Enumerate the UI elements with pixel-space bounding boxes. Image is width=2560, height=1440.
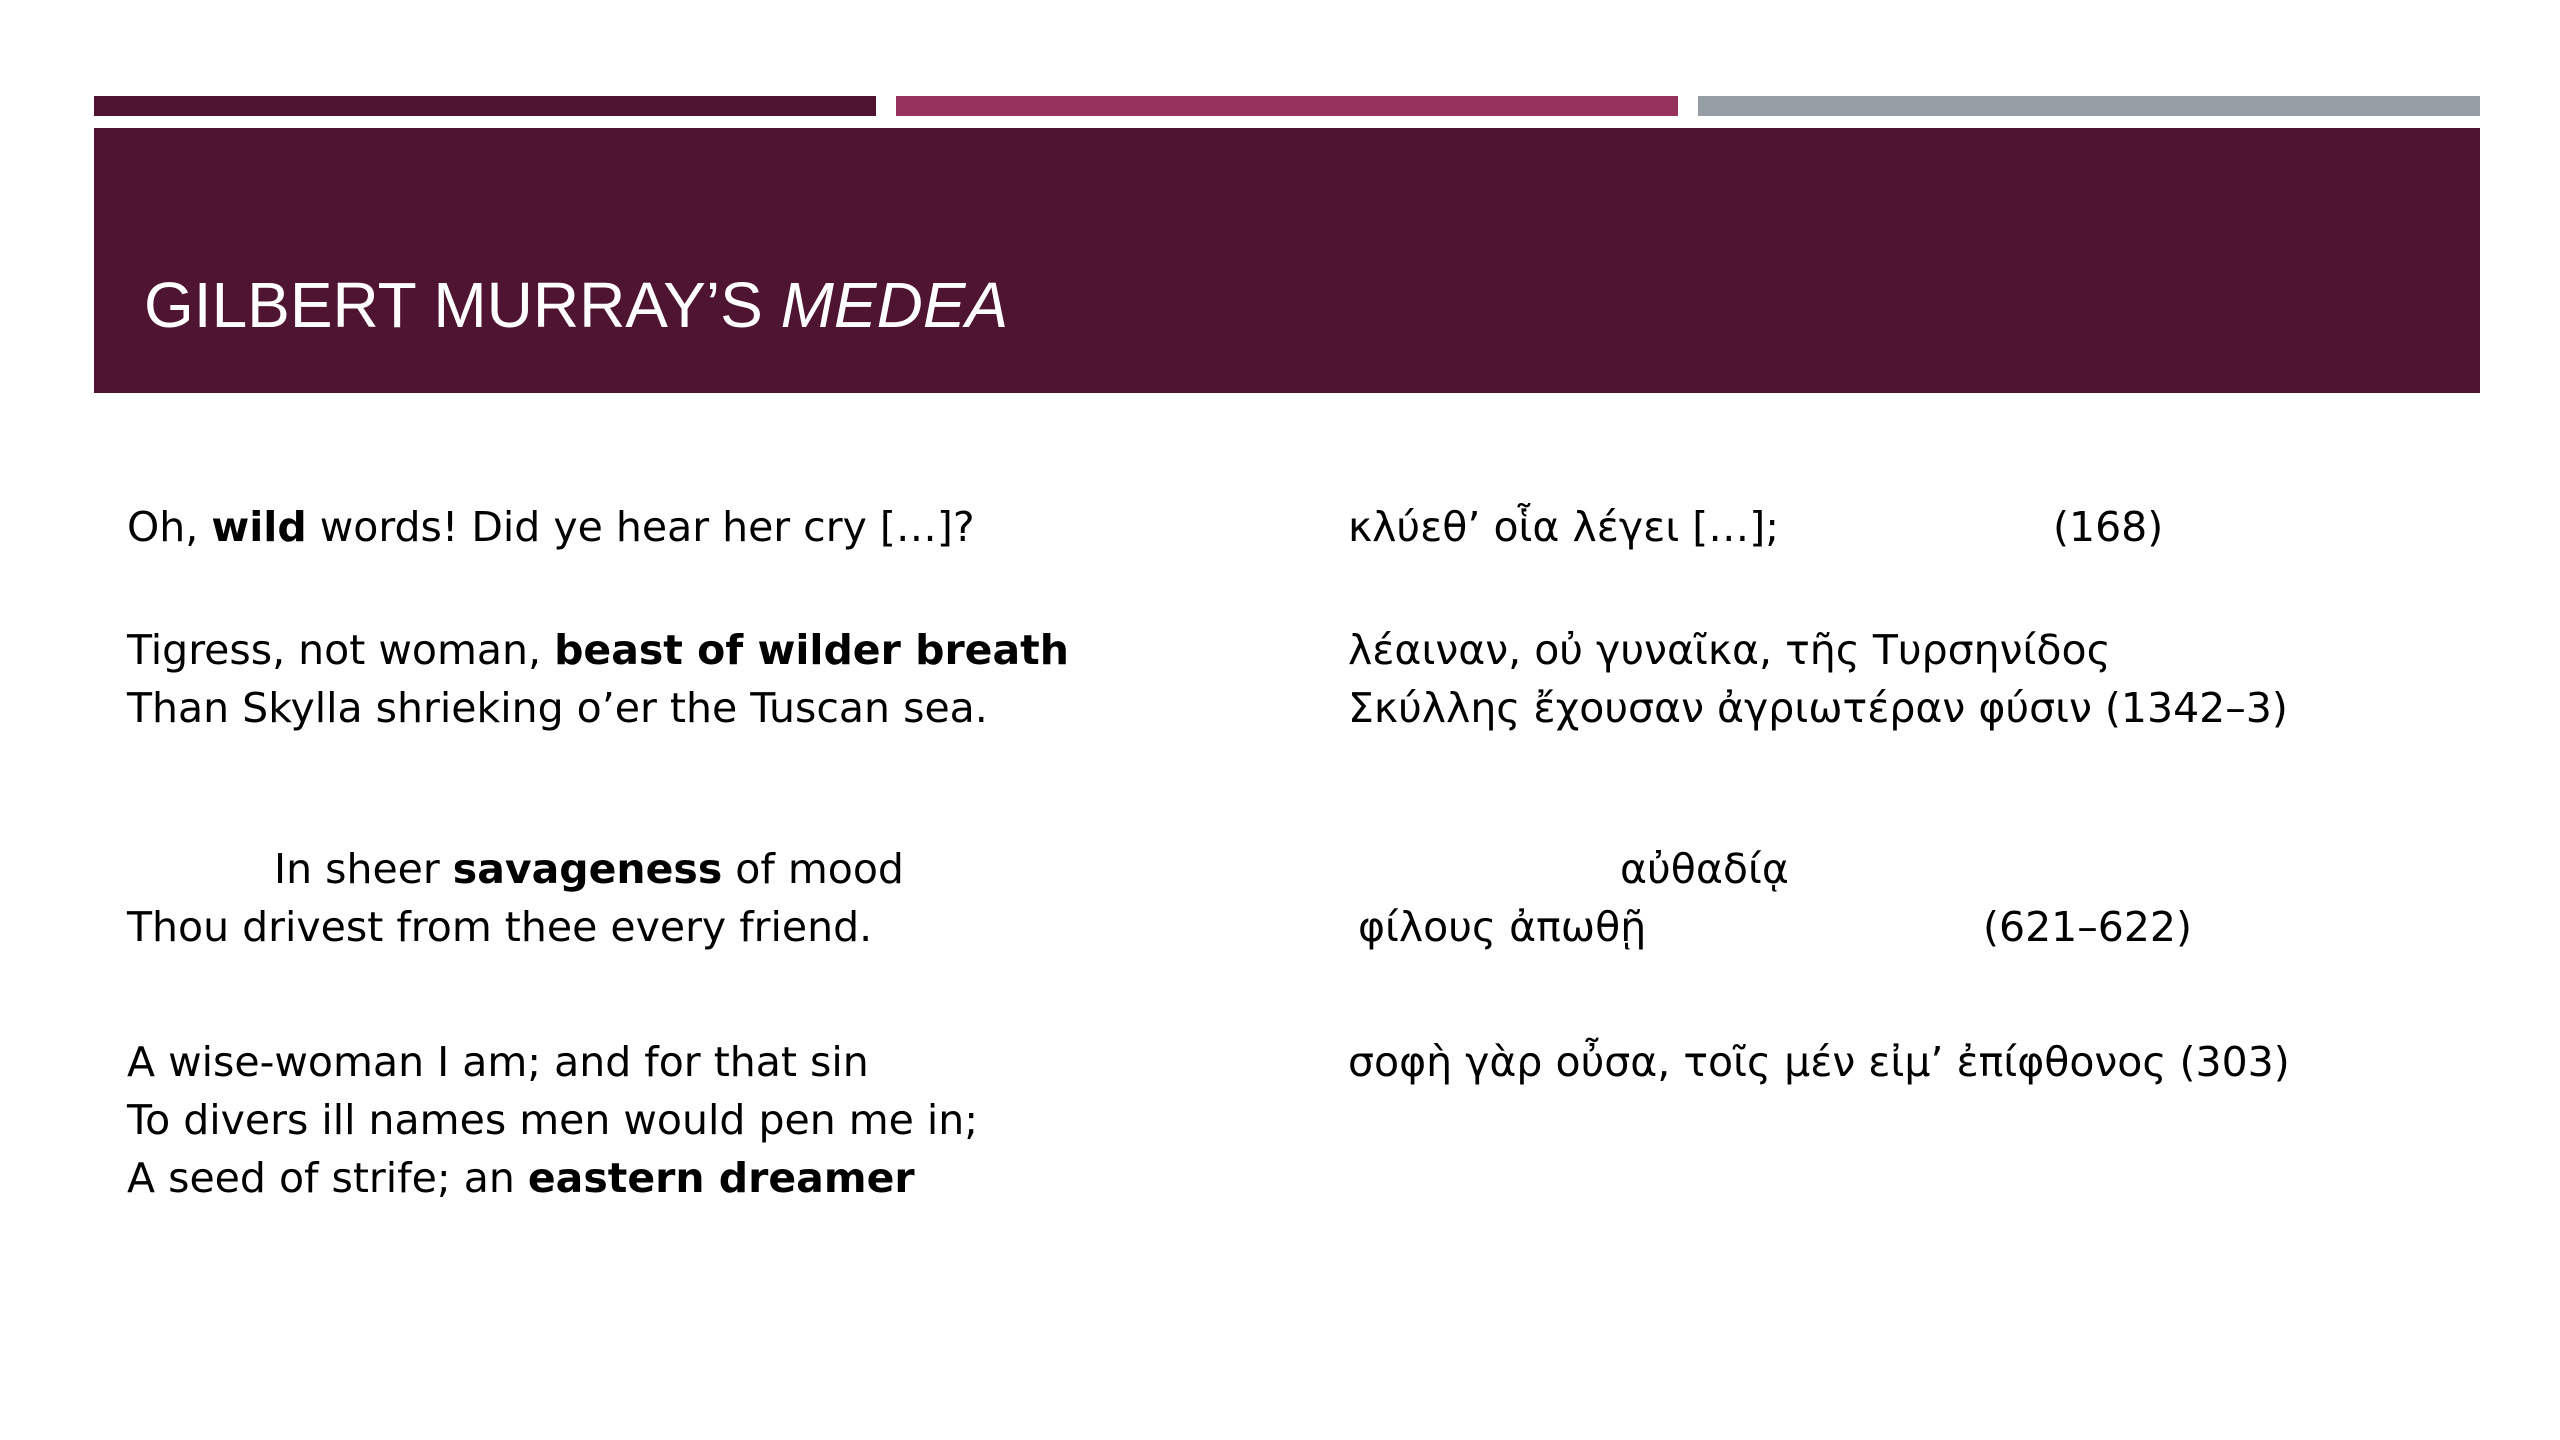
greek-line-4: αὐθαδίᾳ	[1620, 845, 1789, 893]
english-line-4	[274, 840, 904, 898]
slide-title-main: GILBERT MURRAY’S	[144, 269, 781, 341]
english-line-8	[127, 1149, 915, 1207]
english-line-8-text-a: A seed of strife; an	[127, 1154, 528, 1202]
english-line-8-bold: eastern dreamer	[527, 1154, 915, 1202]
english-line-6: A wise-woman I am; and for that sin	[127, 1038, 869, 1086]
english-line-2-bold: beast of wilder breath	[554, 626, 1069, 674]
accent-bar-magenta	[896, 96, 1678, 116]
english-line-1-text-a: Oh,	[127, 503, 212, 551]
english-line-3: Than Skylla shrieking o’er the Tuscan sea.	[127, 684, 988, 732]
greek-line-2: λέαιναν, οὐ γυναῖκα, τῆς Τυρσηνίδος	[1348, 626, 2111, 674]
greek-line-6: σοφὴ γὰρ οὖσα, τοῖς μέν εἰμ’ ἐπίφθονος (303)	[1348, 1038, 2290, 1086]
accent-bar-gray	[1698, 96, 2480, 116]
greek-line-1: κλύεθ’ οἷα λέγει […];	[1348, 503, 1780, 551]
english-line-5: Thou drivest from thee every friend.	[127, 903, 873, 951]
english-line-1	[127, 498, 975, 556]
slide-title	[144, 269, 1009, 341]
english-line-7: To divers ill names men would pen me in;	[127, 1096, 979, 1144]
english-line-4-text-a: In sheer	[274, 845, 453, 893]
english-line-2-text-a: Tigress, not woman,	[127, 626, 555, 674]
greek-line-3: Σκύλλης ἔχουσαν ἀγριωτέραν φύσιν (1342–3)	[1348, 684, 2288, 732]
english-line-1-text-c: words! Did ye hear her cry […]?	[306, 503, 975, 551]
english-line-2	[127, 621, 1069, 679]
greek-line-1-reference: (168)	[2053, 503, 2164, 551]
english-line-1-bold: wild	[211, 503, 307, 551]
english-line-4-bold: savageness	[452, 845, 723, 893]
accent-bar-dark	[94, 96, 876, 116]
greek-line-5: φίλους ἀπωθῇ	[1358, 903, 1647, 951]
greek-line-5-reference: (621–622)	[1983, 903, 2193, 951]
english-line-4-text-c: of mood	[722, 845, 904, 893]
slide-title-italic: MEDEA	[780, 269, 1009, 341]
title-band	[94, 128, 2480, 393]
